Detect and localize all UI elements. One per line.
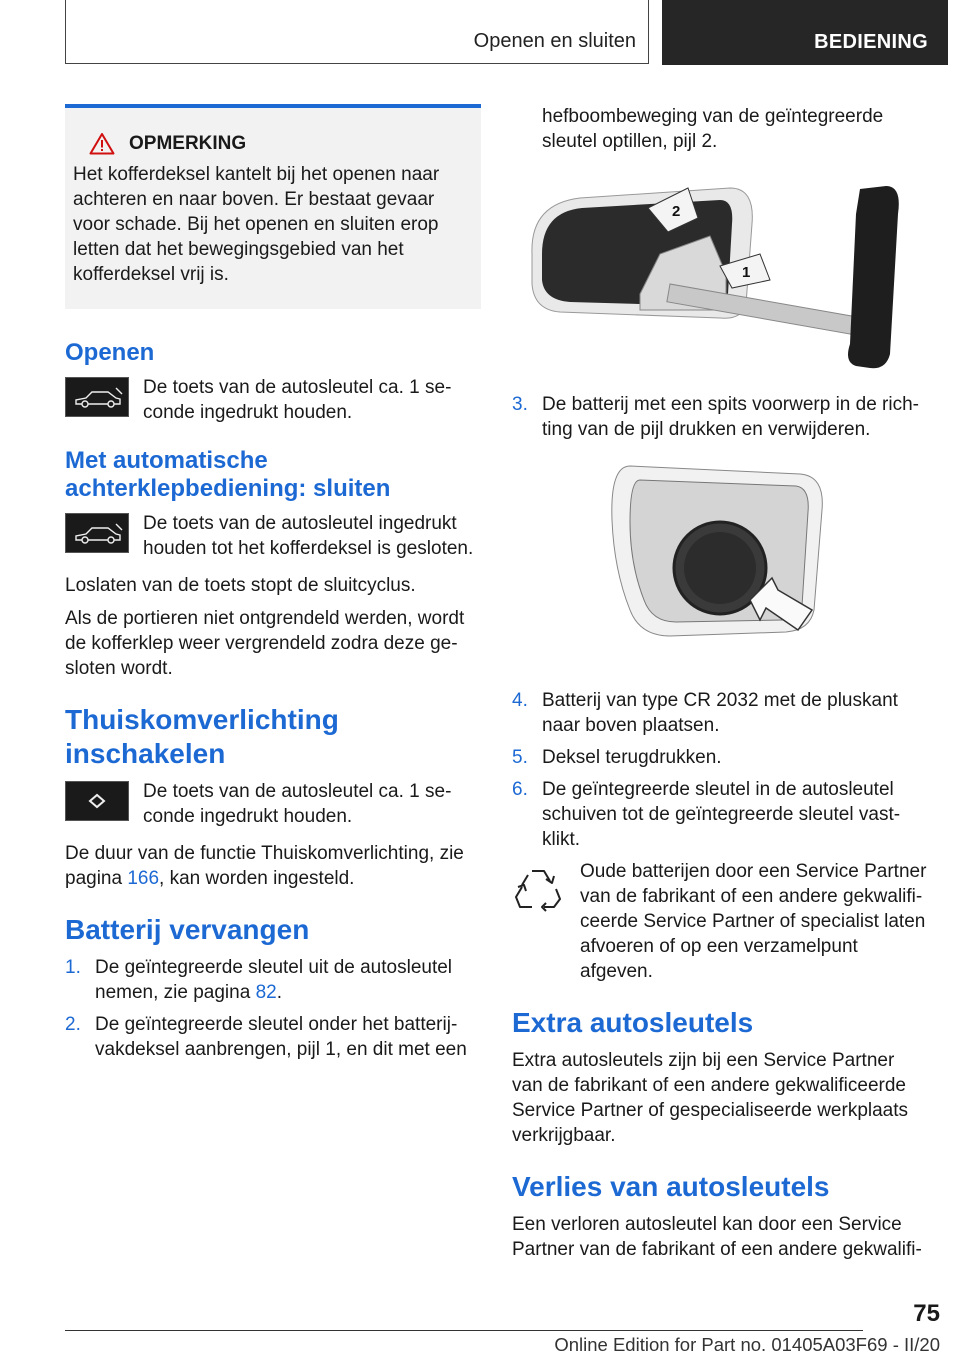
- battery-removal-figure: [512, 460, 928, 670]
- tailgate-button-icon: [65, 513, 129, 553]
- recycle-text: Oude batterijen door een Service Partner van de fabrikant of een andere gekwalificeerde Service Partner of specialist laten afvoeren of op een verzamelpunt afgeven.: [580, 861, 927, 982]
- list-item: 5. Deksel terugdrukken.: [512, 747, 722, 768]
- tailgate-button-icon: [65, 377, 129, 417]
- footer-divider: [65, 1330, 863, 1331]
- battery-steps-list: [65, 955, 481, 1062]
- note-box: [65, 104, 481, 309]
- thuis-text: De toets van de autosleutel ca. 1 seconde ingedrukt houden.: [143, 781, 452, 827]
- verlies-text: Een verloren autosleutel kan door een Service Partner van de fabrikant of een andere gekwalifi-: [512, 1214, 922, 1260]
- heading-batterij-vervangen: Batterij vervangen: [65, 914, 310, 945]
- header-section-box: [65, 0, 649, 64]
- key-lift-figure: [512, 184, 928, 374]
- thuis-paragraph: De duur van de functie Thuiskomverlichting, zie pagina 166, kan worden ingesteld.: [65, 843, 464, 889]
- openen-text: De toets van de autosleutel ca. 1 seconde ingedrukt houden.: [143, 377, 452, 423]
- page-link-82[interactable]: 82: [255, 982, 277, 1003]
- footer-edition: Online Edition for Part no. 01405A03F69 - II/20: [554, 1334, 940, 1355]
- heading-verlies-autosleutels: Verlies van autosleutels: [512, 1171, 830, 1202]
- battery-steps-list-continued: [512, 392, 928, 442]
- header-section-title: Openen en sluiten: [473, 30, 636, 52]
- list-item: 4. Batterij van type CR 2032 met de pluskant naar boven plaatsen.: [512, 690, 898, 736]
- heading-thuiskomverlichting: Thuiskomverlichting inschakelen: [65, 704, 339, 769]
- header-chapter-title: BEDIENING: [814, 31, 928, 53]
- heading-openen: Openen: [65, 339, 155, 366]
- sluiten-paragraph-1: Loslaten van de toets stopt de sluitcyclus.: [65, 575, 416, 596]
- list-item: 3. De batterij met een spits voorwerp in de richting van de pijl drukken en verwijderen.: [512, 394, 919, 440]
- header-chapter-box: [662, 0, 948, 65]
- arrow-1-label: 1: [742, 264, 751, 281]
- home-light-button-icon: [65, 781, 129, 821]
- list-item: 1. De geïntegreerde sleutel uit de autosleutel nemen, zie pagina 82.: [65, 957, 453, 1003]
- page-number: 75: [913, 1300, 940, 1327]
- extra-text: Extra autosleutels zijn bij een Service Partner van de fabrikant of een andere gekwalificeerde Service Partner of gespecialiseerde werkplaats verkrijgbaar.: [512, 1050, 909, 1146]
- note-title: OPMERKING: [129, 132, 247, 154]
- sluiten-paragraph-2: Als de portieren niet ontgrendeld werden, wordt de kofferklep weer vergrendeld zodra deze gesloten wordt.: [65, 608, 465, 679]
- battery-steps-list-final: [512, 688, 928, 852]
- heading-sluiten: Met automatische achterklepbediening: sluiten: [65, 447, 391, 502]
- right-column: [512, 104, 928, 1262]
- battery-illustration-image: [600, 460, 840, 670]
- note-body: Het kofferdeksel kantelt bij het openen naar achteren en naar boven. Er bestaat gevaar voor schade. Bij het openen en sluiten erop letten dat het bewegingsgebied van het kofferdeksel vrij is.: [73, 164, 440, 285]
- key-illustration-image: [520, 184, 920, 374]
- left-column: [65, 104, 481, 1069]
- recycle-icon: [512, 859, 564, 915]
- warning-triangle-icon: [89, 132, 115, 155]
- sluiten-text: De toets van de autosleutel ingedrukt houden tot het kofferdeksel is gesloten.: [143, 513, 474, 559]
- list-item: 2. De geïntegreerde sleutel onder het batterijvakdeksel aanbrengen, pijl 1, en dit met een: [65, 1014, 467, 1060]
- page-link-166[interactable]: 166: [127, 868, 160, 889]
- recycle-note: [512, 859, 928, 984]
- heading-extra-autosleutels: Extra autosleutels: [512, 1007, 754, 1038]
- step2-continuation: hefboombeweging van de geïntegreerde sleutel optillen, pijl 2.: [542, 106, 884, 152]
- arrow-2-label: 2: [672, 203, 681, 220]
- list-item: 6. De geïntegreerde sleutel in de autosleutel schuiven tot de geïntegreerde sleutel vastklikt.: [512, 779, 901, 850]
